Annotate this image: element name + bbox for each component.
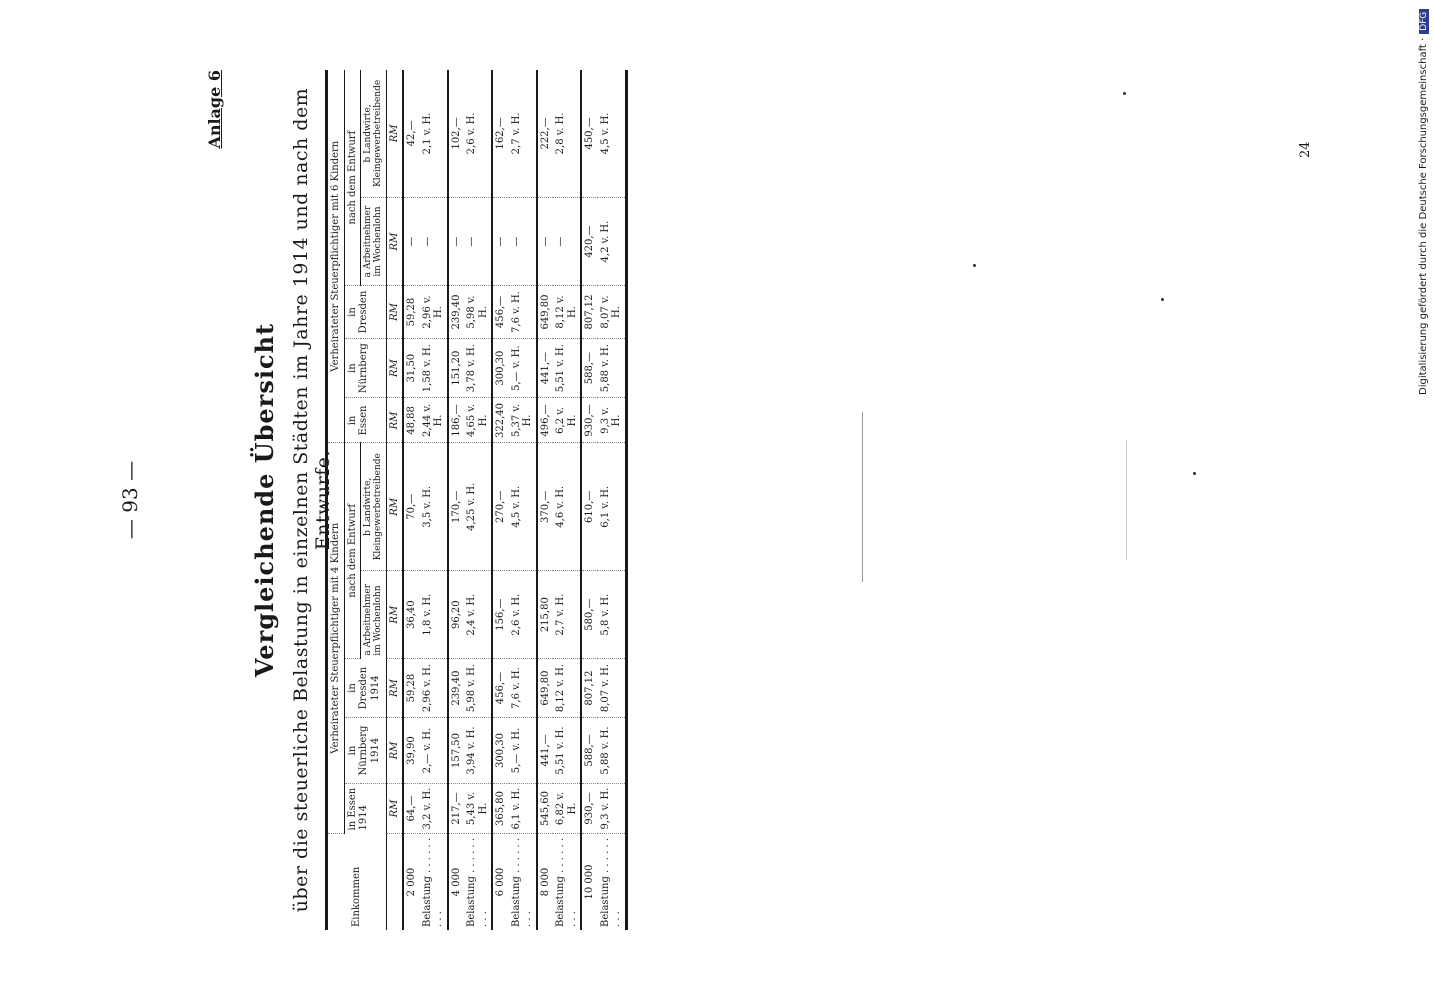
belastung-cell: 7,6 v. H.: [509, 286, 537, 338]
belastung-cell: 3,5 v. H.: [420, 443, 448, 571]
belastung-cell: 2,8 v. H.: [553, 70, 581, 197]
belastung-cell: 5,— v. H.: [509, 338, 537, 398]
value-cell: 96,20: [448, 571, 465, 659]
belastung-cell: —: [553, 197, 581, 285]
value-cell: 64,—: [403, 784, 420, 834]
value-cell: 365,80: [492, 784, 509, 834]
document-subtitle: über die steuerliche Belastung in einzelnen Städten im Jahre 1914 und nach dem Entwurfe.: [290, 87, 334, 913]
value-cell: 270,—: [492, 443, 509, 571]
belastung-cell: —: [464, 197, 492, 285]
belastung-row: [509, 70, 537, 930]
belastung-cell: 2,6 v. H.: [464, 70, 492, 197]
value-cell: 31,50: [403, 338, 420, 398]
value-cell: 70,—: [403, 443, 420, 571]
value-cell: 807,12: [581, 286, 598, 338]
value-cell: 215,80: [537, 571, 554, 659]
value-cell: 580,—: [581, 571, 598, 659]
dfg-logo: DFG: [1419, 9, 1429, 34]
belastung-cell: 1,58 v. H.: [420, 338, 448, 398]
value-cell: 157,50: [448, 717, 465, 783]
value-cell: 156,—: [492, 571, 509, 659]
income-cell: 10 000: [581, 834, 598, 931]
h4-nach-entwurf: nach dem Entwurf: [344, 443, 361, 659]
value-cell: 610,—: [581, 443, 598, 571]
value-cell: 239,40: [448, 286, 465, 338]
h4-a: a Arbeitnehmer im Wochenlohn: [361, 571, 387, 659]
value-cell: 496,—: [537, 398, 554, 443]
right-page-number: 24: [1298, 141, 1313, 158]
belastung-row: [553, 70, 581, 930]
scan-line: [862, 412, 863, 582]
belastung-cell: 3,2 v. H.: [420, 784, 448, 834]
table-row: [403, 70, 420, 930]
scan-speck: [1161, 298, 1164, 301]
value-cell: 36,40: [403, 571, 420, 659]
value-cell: —: [492, 197, 509, 285]
belastung-cell: 5,8 v. H.: [598, 571, 627, 659]
h6-essen: in Essen: [344, 398, 386, 443]
value-cell: 39,90: [403, 717, 420, 783]
value-cell: 42,—: [403, 70, 420, 197]
belastung-cell: 8,07 v. H.: [598, 286, 627, 338]
belastung-cell: 5,43 v. H.: [464, 784, 492, 834]
belastung-cell: 2,96 v. H.: [420, 659, 448, 718]
value-cell: 322,40: [492, 398, 509, 443]
table-row: [581, 70, 598, 930]
page-number: — 93 —: [118, 460, 142, 540]
belastung-cell: 5,— v. H.: [509, 717, 537, 783]
scan-line: [1126, 440, 1127, 560]
unit-cell: RM: [386, 338, 403, 398]
belastung-row: [464, 70, 492, 930]
belastung-cell: 8,07 v. H.: [598, 659, 627, 718]
belastung-cell: 6,1 v. H.: [509, 784, 537, 834]
belastung-cell: 4,2 v. H.: [598, 197, 627, 285]
table-row: [448, 70, 465, 930]
belastung-cell: 5,88 v. H.: [598, 717, 627, 783]
h6-dresden: in Dresden: [344, 286, 386, 338]
belastung-cell: 7,6 v. H.: [509, 659, 537, 718]
value-cell: 545,60: [537, 784, 554, 834]
unit-cell: RM: [386, 571, 403, 659]
value-cell: 239,40: [448, 659, 465, 718]
value-cell: 649,80: [537, 659, 554, 718]
belastung-cell: 5,51 v. H.: [553, 717, 581, 783]
value-cell: 151,20: [448, 338, 465, 398]
unit-row: [386, 70, 403, 930]
h4-essen: in Essen 1914: [344, 784, 386, 834]
belastung-cell: 4,25 v. H.: [464, 443, 492, 571]
belastung-cell: 6,2 v. H.: [553, 398, 581, 443]
rotated-document: [110, 60, 670, 940]
scan-speck: [1193, 472, 1196, 475]
value-cell: 300,30: [492, 338, 509, 398]
table-body: [403, 70, 626, 930]
digitization-text: Digitalisierung gefördert durch die Deutsche Forschungsgemeinschaft ·: [1418, 37, 1429, 395]
group-4-children: Verheirateter Steuerpflichtiger mit 4 Kindern: [327, 443, 345, 834]
unit-cell: RM: [386, 197, 403, 285]
comparison-table: [325, 70, 628, 930]
value-cell: 59,28: [403, 659, 420, 718]
value-cell: 441,—: [537, 338, 554, 398]
belastung-cell: 4,5 v. H.: [598, 70, 627, 197]
unit-cell: RM: [386, 70, 403, 197]
value-cell: 370,—: [537, 443, 554, 571]
value-cell: 456,—: [492, 286, 509, 338]
value-cell: —: [448, 197, 465, 285]
belastung-cell: —: [420, 197, 448, 285]
belastung-cell: 2,— v. H.: [420, 717, 448, 783]
table-row: [537, 70, 554, 930]
belastung-cell: 5,88 v. H.: [598, 338, 627, 398]
value-cell: —: [537, 197, 554, 285]
belastung-cell: 2,1 v. H.: [420, 70, 448, 197]
value-cell: 102,—: [448, 70, 465, 197]
unit-spacer: [386, 834, 403, 931]
unit-cell: RM: [386, 286, 403, 338]
income-cell: 2 000: [403, 834, 420, 931]
belastung-cell: 4,5 v. H.: [509, 443, 537, 571]
attachment-label: Anlage 6: [205, 70, 224, 149]
scan-speck: [973, 264, 976, 267]
belastung-label: Belastung . . . . . . . . .: [555, 837, 578, 927]
belastung-cell: 8,12 v. H.: [553, 659, 581, 718]
income-cell: 6 000: [492, 834, 509, 931]
value-cell: 300,30: [492, 717, 509, 783]
table-row: [492, 70, 509, 930]
group-6-children: Verheirateter Steuerpflichtiger mit 6 Kindern: [327, 70, 345, 443]
belastung-cell: 5,98 v. H.: [464, 286, 492, 338]
belastung-cell: 5,98 v. H.: [464, 659, 492, 718]
belastung-cell: 3,94 v. H.: [464, 717, 492, 783]
value-cell: 420,—: [581, 197, 598, 285]
value-cell: —: [403, 197, 420, 285]
belastung-cell: 3,78 v. H.: [464, 338, 492, 398]
belastung-cell: 1,8 v. H.: [420, 571, 448, 659]
h4-dresden: in Dresden 1914: [344, 659, 386, 718]
unit-cell: RM: [386, 784, 403, 834]
belastung-cell: 2,6 v. H.: [509, 571, 537, 659]
scan-speck: [1123, 92, 1126, 95]
value-cell: 48,88: [403, 398, 420, 443]
unit-cell: RM: [386, 717, 403, 783]
belastung-cell: —: [509, 197, 537, 285]
digitization-note: [1418, 11, 1432, 395]
value-cell: 588,—: [581, 338, 598, 398]
belastung-cell: 2,7 v. H.: [553, 571, 581, 659]
belastung-cell: 6,82 v. H.: [553, 784, 581, 834]
value-cell: 222,—: [537, 70, 554, 197]
belastung-cell: 8,12 v. H.: [553, 286, 581, 338]
h6-nach-entwurf: nach dem Entwurf: [344, 70, 361, 286]
belastung-label: Belastung . . . . . . . . .: [599, 837, 623, 927]
belastung-row: [420, 70, 448, 930]
belastung-cell: 6,1 v. H.: [598, 443, 627, 571]
value-cell: 450,—: [581, 70, 598, 197]
belastung-cell: 5,51 v. H.: [553, 338, 581, 398]
belastung-label: Belastung . . . . . . . . .: [510, 837, 534, 927]
col-einkommen: Einkommen: [327, 834, 387, 931]
belastung-cell: 9,3 v. H.: [598, 398, 627, 443]
h6-b: b Landwirte, Kleingewerbetreibende: [361, 70, 387, 197]
value-cell: 588,—: [581, 717, 598, 783]
belastung-label: Belastung . . . . . . . . .: [421, 837, 445, 927]
belastung-cell: 2,44 v. H.: [420, 398, 448, 443]
belastung-cell: 9,3 v. H.: [598, 784, 627, 834]
belastung-cell: 4,65 v. H.: [464, 398, 492, 443]
value-cell: 649,80: [537, 286, 554, 338]
value-cell: 441,—: [537, 717, 554, 783]
belastung-cell: 2,96 v. H.: [420, 286, 448, 338]
document-title: Vergleichende Übersicht: [250, 322, 279, 678]
income-cell: 4 000: [448, 834, 465, 931]
value-cell: 807,12: [581, 659, 598, 718]
belastung-label: Belastung . . . . . . . . .: [466, 837, 489, 927]
belastung-cell: 2,4 v. H.: [464, 571, 492, 659]
value-cell: 217,—: [448, 784, 465, 834]
unit-cell: RM: [386, 398, 403, 443]
value-cell: 162,—: [492, 70, 509, 197]
belastung-cell: 4,6 v. H.: [553, 443, 581, 571]
belastung-cell: 5,37 v. H.: [509, 398, 537, 443]
value-cell: 59,28: [403, 286, 420, 338]
unit-cell: RM: [386, 659, 403, 718]
h4-nuernberg: in Nürnberg 1914: [344, 717, 386, 783]
unit-cell: RM: [386, 443, 403, 571]
value-cell: 186,—: [448, 398, 465, 443]
value-cell: 456,—: [492, 659, 509, 718]
h6-nuernberg: in Nürnberg: [344, 338, 386, 398]
belastung-row: [598, 70, 627, 930]
h4-b: b Landwirte, Kleingewerbetreibende: [361, 443, 387, 571]
belastung-cell: 2,7 v. H.: [509, 70, 537, 197]
value-cell: 170,—: [448, 443, 465, 571]
value-cell: 930,—: [581, 784, 598, 834]
h6-a: a Arbeitnehmer im Wochenlohn: [361, 197, 387, 285]
value-cell: 930,—: [581, 398, 598, 443]
income-cell: 8 000: [537, 834, 554, 931]
